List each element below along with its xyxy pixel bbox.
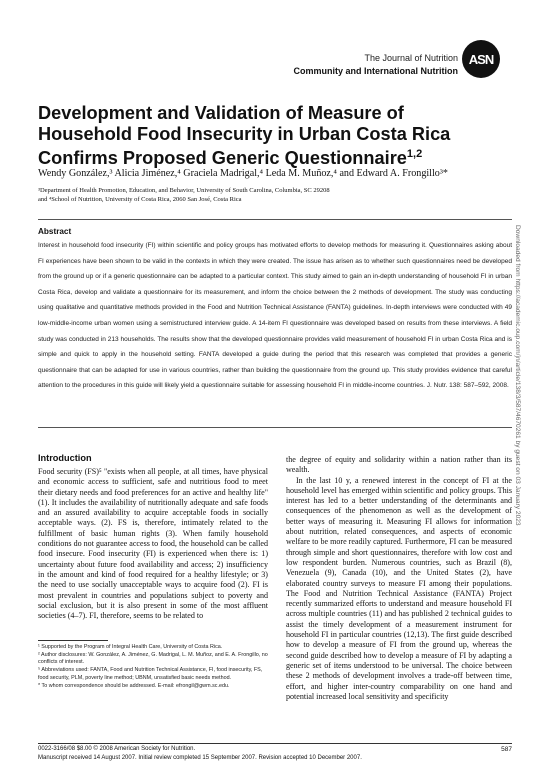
footnote-1: ¹ Supported by the Program of Integral Health Care, University of Costa Rica.	[38, 644, 223, 650]
footnotes	[38, 644, 268, 690]
title-text: Development and Validation of Measure of Household Food Insecurity in Urban Costa Rica Confirms Proposed Generic Questionnaire	[38, 103, 451, 169]
affiliation-1: ³Department of Health Promotion, Education, and Behavior, University of South Carolina, Columbia, SC 29208	[38, 187, 330, 194]
journal-name: The Journal of Nutrition	[364, 53, 458, 63]
paper-title	[38, 103, 478, 169]
page-number: 587	[501, 746, 512, 753]
footnote-correspondence: * To whom correspondence should be addressed. E-mail: efrongil@gwm.sc.edu.	[38, 682, 230, 689]
journal-header	[294, 52, 459, 78]
footnote-rule	[38, 640, 108, 641]
author-list: Wendy González,³ Alicia Jiménez,⁴ Graciela Madrigal,⁴ Leda M. Muñoz,⁴ and Edward A. Frongillo³*	[38, 168, 448, 179]
copyright-line: 0022-3166/08 $8.00 © 2008 American Society for Nutrition.	[38, 746, 196, 752]
manuscript-dates: Manuscript received 14 August 2007. Initial review completed 15 September 2007. Revision accepted 10 December 2007.	[38, 755, 362, 761]
footnote-2: ² Author disclosures: W. González, A. Jiménez, G. Madrigal, L. M. Muñoz, and E. A. Frongillo, no conflicts of interest.	[38, 651, 268, 666]
intro-right-para-1: the degree of equity and solidarity within a nation rather than its wealth.	[286, 455, 512, 475]
section-name: Community and International Nutrition	[293, 66, 458, 76]
abstract-text: Interest in household food insecurity (FI) within scientific and policy groups has motivated efforts to develop methods for measuring it. Questionnaires asking about FI experiences have been shown to be valid in the contexts in which they were created. The issue has arisen as to whether such questionnaires need be developed from the ground up or if a generic questionnaire can be adapted to a particular context. This study aimed to gain an in-depth understanding of household FI in urban Costa Rica, develop and validate a questionnaire for its measurement, and inform the choice between the 2 methods of development. The study was conducting using qualitative and quantitative methods provided in the Food and Nutrition Technical Assistance (FANTA) guidelines. In-depth interviews were conducted with 49 low-middle-income urban women using a semistructured interview guide. A 14-item FI questionnaire was developed based on results from these interviews. A field study was conducted in 213 households. The results show that the developed questionnaire provides valid measurement of household FI in urban Costa Rica and is simple and quick to apply in the household setting. FANTA developed a guide during the period that this research was completed that provides a generic questionnaire that can be adapted for use in various countries, rather than building the questionnaire from the ground up. This study provides evidence that careful attention to the procedures in this guide will likely yield a questionnaire suitable for assessing household FI in middle-income countries. J. Nutr. 138: 587–592, 2008.	[38, 242, 512, 390]
footnote-5: ⁵ Abbreviations used: FANTA, Food and Nutrition Technical Assistance, FI, food insecurity, FS, food security, PLM, poverty line method; UBNM, unsatisfied basic needs method.	[38, 667, 263, 681]
intro-heading: Introduction	[38, 453, 92, 463]
affiliations	[38, 186, 518, 204]
asn-logo: ASN	[462, 40, 500, 78]
title-footnote-marks: 1,2	[406, 148, 423, 160]
affiliation-2: and ⁴School of Nutrition, University of Costa Rica, 2060 San José, Costa Rica	[38, 196, 242, 203]
bottom-rule	[38, 743, 512, 744]
intro-left-column: Food security (FS)⁵ "exists when all people, at all times, have physical and economic access to sufficient, safe and nutritious food to meet their dietary needs and food preferences for an active and healthy life" (1). It includes the availability of nutritionally adequate and safe foods and an assured availability to acquire acceptable foods in socially acceptable ways. (2). FS is, therefore, intimately related to the fulfillment of basic human rights (3). When family household conditions do not guarantee access to food, the household can be called food insecure. Food insecurity (FI) is experienced when there is: 1) uncertainty about future food availability and access; 2) insufficiency in the amount and kind of food required for a healthy lifestyle; or 3) the need to use socially unacceptable ways to acquire food (2). FI is most prevalent in countries and populations subject to poverty and social exclusion, but it is also present in some of the most affluent societies (4–7). FI, therefore, seems to be related to	[38, 467, 268, 621]
download-watermark-text: Downloaded from https://academic.oup.com/jn/article/138/3/587/4670261 by guest on 03 January 2023	[514, 225, 521, 526]
intro-right-para-2: In the last 10 y, a renewed interest in the concept of FI at the household level has emerged within scientific and policy groups. This interest has led to a better understanding of the determinants and consequences of the phenomenon as well as the development of better ways of measuring it. Measuring FI allows for information about nutrition, related consequences, and aspects of economic welfare to be more readily captured. Furthermore, FI can be measured through simple and short questionnaires, therefore with low cost and low respondent burden. Numerous countries, such as Brazil (8), Venezuela (9), Canada (10), and the United States (2), have elaborated country surveys to measure FI among their populations. The Food and Nutrition Technical Assistance (FANTA) Project recently summarized efforts to understand and measure household FI across multiple countries (11) and has published 2 technical guides to assist the timely development of a measurement instrument for household FI in particular countries (12,13). The first guide described how to develop a measure of FI from the ground up, whereas the second guide described how to develop a measure of FI by adapting a generic set of items understood to be universal. The choice between these 2 methods of development involves a trade-off between time, effort, and higher inter-country comparability on one hand and potential increased local sensitivity and specificity	[286, 475, 512, 701]
intro-right-column	[286, 455, 512, 702]
abstract-heading: Abstract	[38, 227, 72, 236]
abstract-top-rule	[38, 219, 512, 220]
abstract-bottom-rule	[38, 427, 512, 428]
